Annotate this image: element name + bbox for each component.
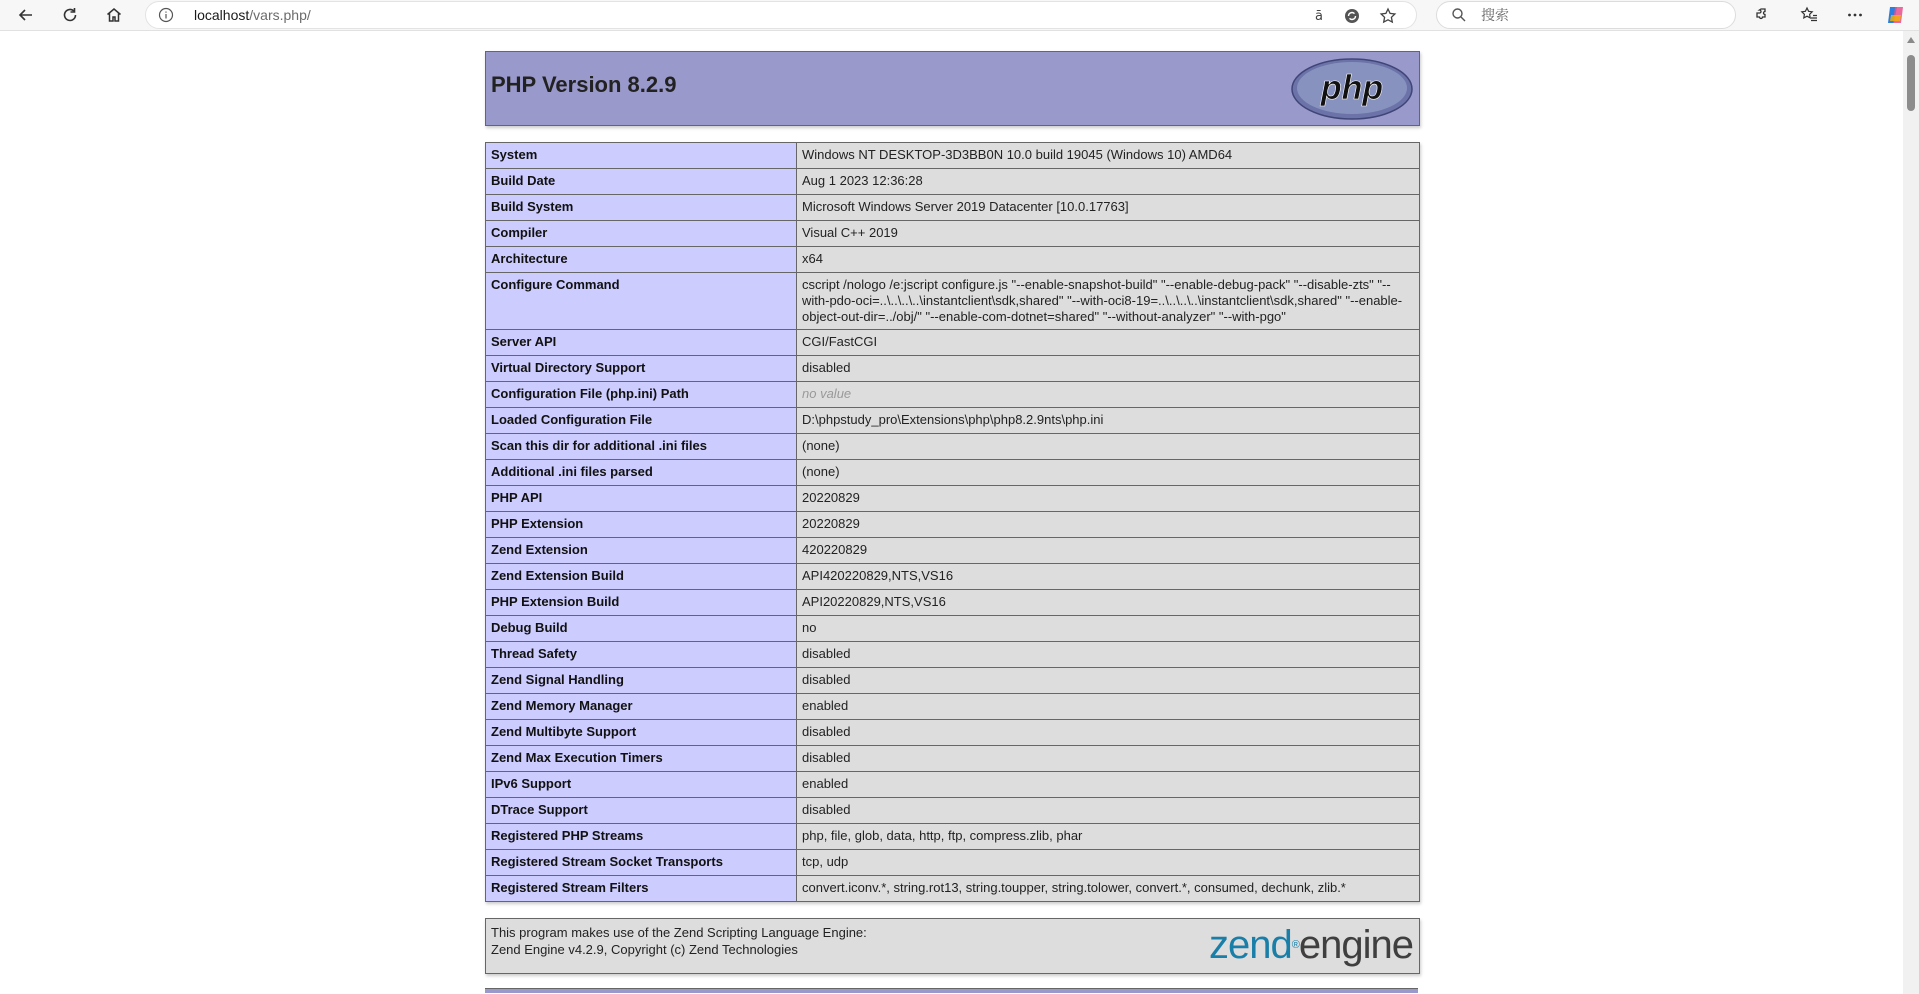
row-key: Registered Stream Filters [486,876,797,902]
vertical-scrollbar[interactable] [1903,31,1919,994]
table-row [486,746,1420,772]
table-row [486,195,1420,221]
row-value: (none) [797,460,1420,486]
search-box[interactable] [1436,1,1736,29]
row-key: Registered Stream Socket Transports [486,850,797,876]
row-value: API420220829,NTS,VS16 [797,564,1420,590]
table-row [486,356,1420,382]
row-value: enabled [797,694,1420,720]
row-key: Registered PHP Streams [486,824,797,850]
row-value: disabled [797,798,1420,824]
row-key: PHP Extension Build [486,590,797,616]
row-key: Additional .ini files parsed [486,460,797,486]
table-row [486,642,1420,668]
row-key: Zend Memory Manager [486,694,797,720]
row-value: disabled [797,720,1420,746]
row-value: x64 [797,247,1420,273]
row-key: Zend Max Execution Timers [486,746,797,772]
favorites-icon[interactable] [1797,3,1821,27]
row-key: Debug Build [486,616,797,642]
zend-logo-word: zend [1209,923,1292,967]
site-info-icon[interactable] [158,7,174,23]
page-viewport [0,31,1903,994]
table-row [486,273,1420,330]
url-text [194,7,311,23]
table-row [486,247,1420,273]
extensions-icon[interactable] [1751,3,1775,27]
table-row [486,221,1420,247]
row-value: no [797,616,1420,642]
scroll-up-arrow-icon[interactable] [1907,37,1915,43]
table-row [486,460,1420,486]
row-key: System [486,143,797,169]
row-value: disabled [797,356,1420,382]
scroll-thumb[interactable] [1907,55,1915,111]
search-icon [1451,7,1467,23]
row-key: Zend Extension Build [486,564,797,590]
address-bar[interactable] [145,1,1417,29]
row-value: (none) [797,434,1420,460]
page-title: PHP Version 8.2.9 [491,72,677,97]
table-row [486,876,1420,902]
php-version-header [485,51,1420,126]
row-value: tcp, udp [797,850,1420,876]
row-key: Configuration File (php.ini) Path [486,382,797,408]
row-value: Visual C++ 2019 [797,221,1420,247]
row-key: Loaded Configuration File [486,408,797,434]
row-key: PHP Extension [486,512,797,538]
row-key: IPv6 Support [486,772,797,798]
table-row [486,668,1420,694]
table-row [486,850,1420,876]
row-value: API20220829,NTS,VS16 [797,590,1420,616]
browser-toolbar [0,0,1919,31]
row-value: cscript /nologo /e:jscript configure.js "--enable-snapshot-build" "--enable-debug-pack" "--disable-zts" "--with-pdo-oci=..\..\..\..\instantclient\sdk,shared" "--with-oci8-19=..\..\..\..\instantclient\sdk,shared" "--enable-object-out-dir=../obj/" "--enable-com-dotnet=shared" "--without-analyzer" "--with-pgo" [797,273,1420,330]
row-value: convert.iconv.*, string.rot13, string.toupper, string.tolower, convert.*, consumed, dechunk, zlib.* [797,876,1420,902]
row-key: Configure Command [486,273,797,330]
table-row [486,694,1420,720]
row-value: Aug 1 2023 12:36:28 [797,169,1420,195]
url-host: localhost [194,7,250,23]
row-value: disabled [797,668,1420,694]
table-row [486,824,1420,850]
table-row [486,772,1420,798]
row-key: Zend Extension [486,538,797,564]
row-value: php, file, glob, data, http, ftp, compress.zlib, phar [797,824,1420,850]
row-key: DTrace Support [486,798,797,824]
row-value: Windows NT DESKTOP-3D3BB0N 10.0 build 19045 (Windows 10) AMD64 [797,143,1420,169]
zend-line-2: Zend Engine v4.2.9, Copyright (c) Zend Technologies [491,942,798,957]
row-key: Zend Signal Handling [486,668,797,694]
row-value: 20220829 [797,512,1420,538]
row-value: enabled [797,772,1420,798]
table-row [486,538,1420,564]
row-key: Thread Safety [486,642,797,668]
table-row [486,434,1420,460]
table-row [486,486,1420,512]
favorite-star-icon[interactable] [1379,7,1397,25]
table-row [486,798,1420,824]
phpinfo-container [485,51,1420,993]
row-key: Scan this dir for additional .ini files [486,434,797,460]
more-options-icon[interactable] [1843,3,1867,27]
row-key: PHP API [486,486,797,512]
table-row [486,564,1420,590]
zend-logo-mark: ® [1291,939,1299,951]
php-logo-text: php [1320,69,1384,107]
table-row [486,616,1420,642]
row-value: Microsoft Windows Server 2019 Datacenter [10.0.17763] [797,195,1420,221]
row-key: Server API [486,330,797,356]
row-key: Compiler [486,221,797,247]
sync-icon[interactable] [1343,7,1361,25]
table-row [486,408,1420,434]
home-icon[interactable] [101,2,127,28]
zend-engine-logo [1209,923,1413,967]
row-value: 420220829 [797,538,1420,564]
row-value: CGI/FastCGI [797,330,1420,356]
copilot-icon[interactable] [1884,3,1908,27]
row-value: 20220829 [797,486,1420,512]
reload-icon[interactable] [57,2,83,28]
zend-line-1: This program makes use of the Zend Scripting Language Engine: [491,925,867,940]
table-row [486,169,1420,195]
url-path: /vars.php/ [249,7,311,23]
engine-logo-word: engine [1298,923,1413,967]
table-row [486,512,1420,538]
row-key: Architecture [486,247,797,273]
php-logo [1290,57,1414,121]
table-row [486,720,1420,746]
row-value [797,382,1420,408]
table-row [486,143,1420,169]
row-key: Build System [486,195,797,221]
row-key: Build Date [486,169,797,195]
row-value: disabled [797,642,1420,668]
search-placeholder: 搜索 [1481,8,1509,24]
php-info-table [485,142,1420,902]
next-table-edge [485,988,1418,993]
no-value-text: no value [802,386,852,401]
table-row [486,382,1420,408]
table-row [486,590,1420,616]
row-key: Virtual Directory Support [486,356,797,382]
row-value: D:\phpstudy_pro\Extensions\php\php8.2.9nts\php.ini [797,408,1420,434]
row-value: disabled [797,746,1420,772]
translate-icon[interactable] [1310,7,1328,25]
translate-glyph: ā [1315,8,1323,24]
table-row [486,330,1420,356]
back-icon[interactable] [13,2,39,28]
row-key: Zend Multibyte Support [486,720,797,746]
zend-engine-box [485,918,1420,974]
